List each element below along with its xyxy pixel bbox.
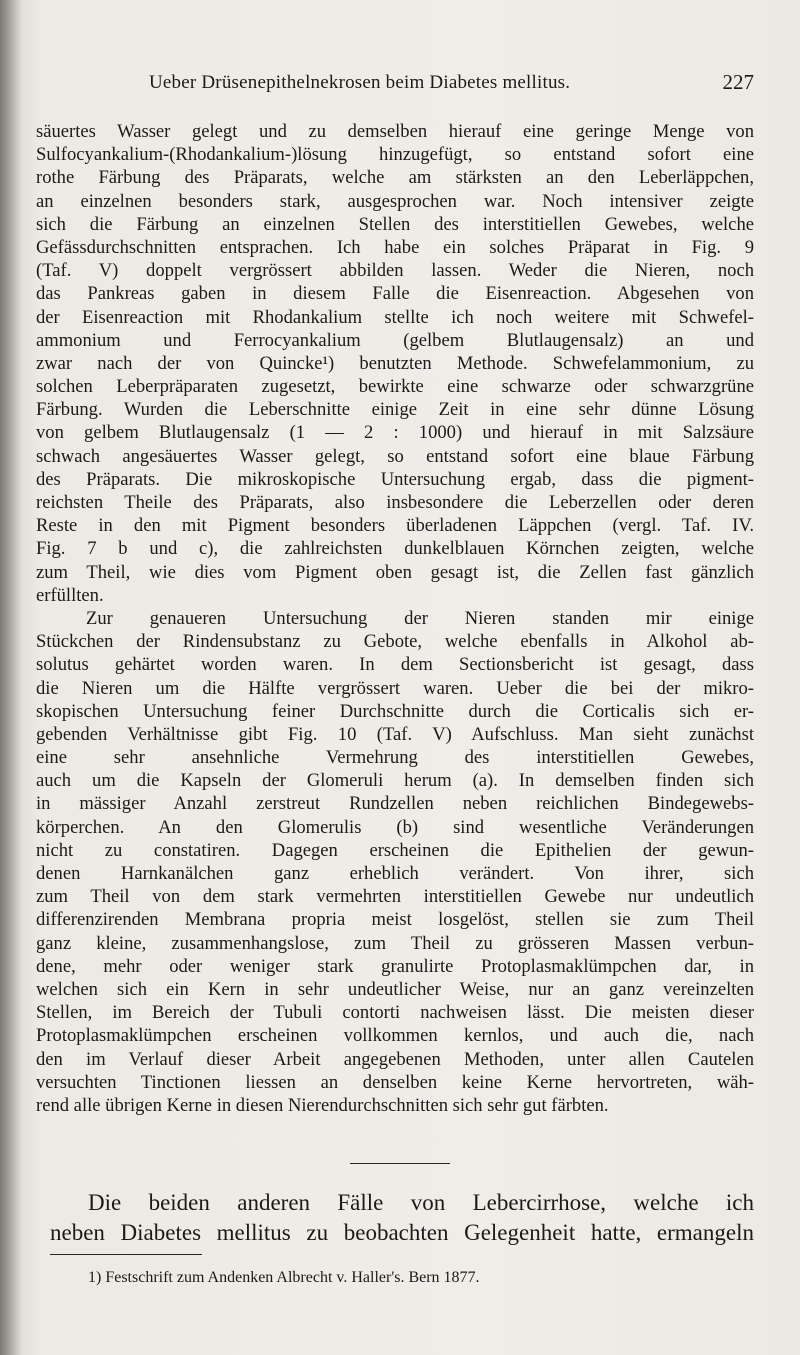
text-line: ammonium und Ferrocyankalium (gelbem Blutlaugensalz) an und [36, 329, 754, 351]
text-line: Stellen, im Bereich der Tubuli contorti nachweisen lässt. Die meisten dieser [36, 1002, 754, 1024]
text-line: denen Harnkanälchen ganz erheblich verändert. Von ihrer, sich [36, 863, 754, 884]
text-line: welchen sich ein Kern in sehr undeutlicher Weise, nur an ganz vereinzelten [36, 978, 754, 1000]
text-line: eine sehr ansehnliche Vermehrung des interstitiellen Gewebes, [36, 747, 754, 769]
text-line: Gefässdurchschnitten entsprachen. Ich habe ein solches Präparat in Fig. 9 [36, 236, 754, 258]
text-line: solutus gehärtet worden waren. In dem Sectionsbericht ist gesagt, dass [36, 654, 754, 676]
text-line: Färbung. Wurden die Leberschnitte einige Zeit in eine sehr dünne Lösung [36, 399, 754, 421]
text-line: Fig. 7 b und c), die zahlreichsten dunkelblauen Körnchen zeigten, welche [36, 538, 754, 560]
text-line: den im Verlauf dieser Arbeit angegebenen Methoden, unter allen Cautelen [36, 1048, 754, 1070]
text-line: des Präparats. Die mikroskopische Untersuchung ergab, dass die pigment- [36, 468, 754, 490]
page-number: 227 [722, 70, 754, 94]
text-line: in mässiger Anzahl zerstreut Rundzellen neben reichlichen Bindegewebs- [36, 793, 754, 815]
text-line: Zur genaueren Untersuchung der Nieren standen mir einige [86, 607, 754, 629]
running-title: Ueber Drüsenepithelnekrosen beim Diabetes mellitus. [149, 72, 571, 93]
text-line: an einzelnen besonders stark, ausgesprochen war. Noch intensiver zeigte [36, 190, 754, 212]
text-line: das Pankreas gaben in diesem Falle die Eisenreaction. Abgesehen von [36, 283, 754, 305]
text-line: ganz kleine, zusammenhangslose, zum Theil zu grösseren Massen verbun- [36, 932, 754, 954]
text-line: zwar nach der von Quincke¹) benutzten Methode. Schwefelammonium, zu [36, 352, 754, 374]
text-line: gebenden Verhältnisse gibt Fig. 10 (Taf. V) Aufschluss. Man sieht zunächst [36, 723, 754, 745]
text-line: reichsten Theile des Präparats, also insbesondere die Leberzellen oder deren [36, 492, 754, 513]
text-line: zum Theil von dem stark vermehrten interstitiellen Gewebe nur undeutlich [36, 886, 754, 908]
text-line: differenzirenden Membrana propria meist losgelöst, stellen sie zum Theil [36, 909, 754, 931]
text-line: nicht zu constatiren. Dagegen erscheinen die Epithelien der gewun- [36, 839, 754, 861]
text-line: körperchen. An den Glomerulis (b) sind wesentliche Veränderungen [36, 816, 754, 838]
text-line: neben Diabetes mellitus zu beobachten Gelegenheit hatte, ermangeln [50, 1220, 754, 1245]
text-line: zum Theil, wie dies vom Pigment oben gesagt ist, die Zellen fast gänzlich [36, 561, 754, 583]
text-line: dene, mehr oder weniger stark granulirte Protoplasmaklümpchen dar, in [36, 955, 754, 977]
text-line: rend alle übrigen Kerne in diesen Nierendurchschnitten sich sehr gut färbten. [36, 1094, 609, 1116]
text-line: schwach angesäuertes Wasser gelegt, so entstand sofort eine blaue Färbung [36, 445, 754, 467]
text-line: (Taf. V) doppelt vergrössert abbilden lassen. Weder die Nieren, noch [36, 260, 754, 282]
text-line: Stückchen der Rindensubstanz zu Gebote, welche ebenfalls in Alkohol ab- [36, 631, 754, 653]
body-text [36, 120, 754, 1117]
binding-shadow [0, 0, 22, 1355]
text-line: Die beiden anderen Fälle von Lebercirrhose, welche ich [88, 1190, 754, 1215]
text-line: solchen Leberpräparaten zugesetzt, bewirkte eine schwarze oder schwarzgrüne [36, 376, 754, 398]
text-line: von gelbem Blutlaugensalz (1 — 2 : 1000) und hierauf in mit Salzsäure [36, 422, 754, 444]
next-section-text [50, 1188, 754, 1248]
text-line: säuertes Wasser gelegt und zu demselben hierauf eine geringe Menge von [36, 121, 754, 142]
section-divider [350, 1163, 450, 1164]
text-line: der Eisenreaction mit Rhodankalium stellte ich noch weitere mit Schwefel- [36, 306, 754, 328]
text-line: erfüllten. [36, 584, 104, 606]
text-line: Sulfocyankalium-(Rhodankalium-)lösung hinzugefügt, so entstand sofort eine [36, 144, 754, 166]
page-header [36, 70, 754, 100]
text-line: Protoplasmaklümpchen erscheinen vollkommen kernlos, und auch die, nach [36, 1025, 754, 1047]
text-line: versuchten Tinctionen liessen an denselben keine Kerne hervortreten, wäh- [36, 1071, 754, 1093]
text-line: die Nieren um die Hälfte vergrössert waren. Ueber die bei der mikro- [36, 677, 754, 699]
text-line: skopischen Untersuchung feiner Durchschnitte durch die Corticalis sich er- [36, 700, 754, 722]
text-line: Reste in den mit Pigment besonders überladenen Läppchen (vergl. Taf. IV. [36, 515, 754, 537]
text-line: auch um die Kapseln der Glomeruli herum (a). In demselben finden sich [36, 770, 754, 792]
text-line: sich die Färbung an einzelnen Stellen des interstitiellen Gewebes, welche [36, 213, 754, 235]
text-line: rothe Färbung des Präparats, welche am stärksten an den Leberläppchen, [36, 167, 754, 189]
footnote-rule [50, 1254, 202, 1255]
footnote: 1) Festschrift zum Andenken Albrecht v. Haller's. Bern 1877. [88, 1269, 480, 1286]
